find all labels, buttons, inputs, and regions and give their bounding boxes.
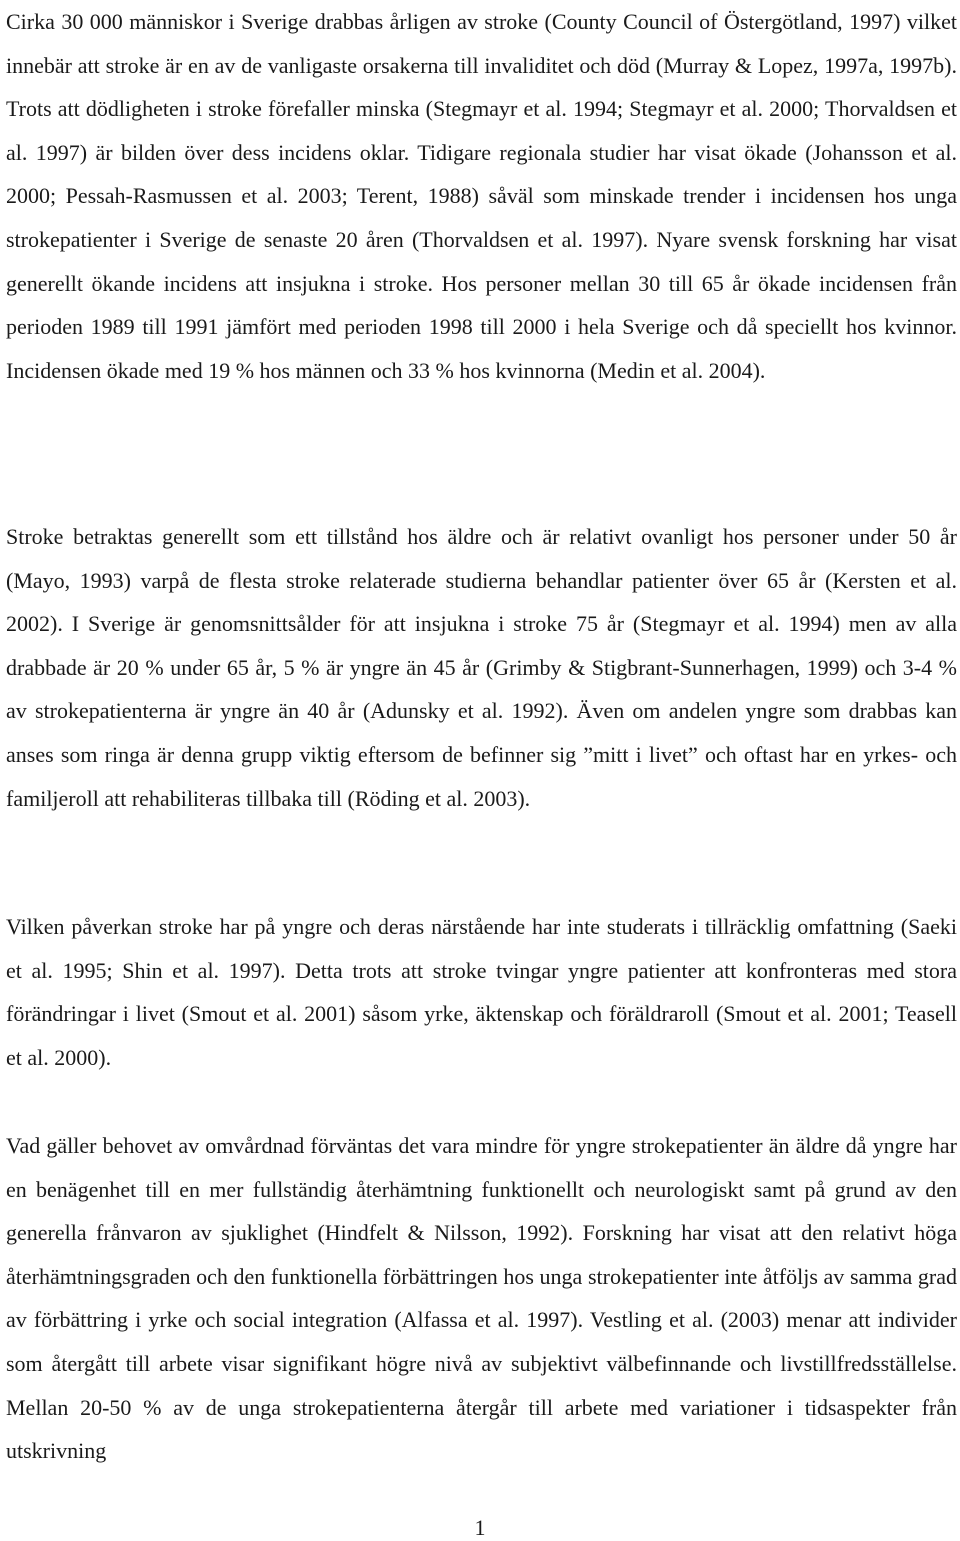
paragraph-nursing-needs: Vad gäller behovet av omvårdnad förväntas det vara mindre för yngre strokepatienter än äldre då yngre har en benägenhet till en mer fullständig återhämtning funktionellt och neurologiskt samt på grund av den generella frånvaron av sjuklighet (Hindfelt & Nilsson, 1992). Forskning har visat att den relativt höga återhämtningsgraden och den funktionella förbättringen hos unga strokepatienter inte åtföljs av samma grad av förbättring i yrke och social integration (Alfassa et al. 1997). Vestling et al. (2003) menar att individer som återgått till arbete visar signifikant högre nivå av subjektivt välbefinnande och livstillfredsställelse. Mellan 20-50 % av de unga strokepatienterna återgår till arbete med variationer i tidsaspekter från utskrivning <box>6 1133 957 1464</box>
paragraph-stroke-age: Stroke betraktas generellt som ett tillstånd hos äldre och är relativt ovanligt hos personer under 50 år (Mayo, 1993) varpå de flesta stroke relaterade studierna behandlar patienter över 65 år (Kersten et al. 2002). I Sverige är genomsnittsålder för att insjukna i stroke 75 år (Stegmayr et al. 1994) men av alla drabbade är 20 % under 65 år, 5 % är yngre än 45 år (Grimby & Stigbrant-Sunnerhagen, 1999) och 3-4 % av strokepatienterna är yngre än 40 år (Adunsky et al. 1992). Även om andelen yngre som drabbas kan anses som ringa är denna grupp viktig eftersom de befinner sig ”mitt i livet” och oftast har en yrkes- och familjeroll att rehabiliteras tillbaka till (Röding et al. 2003). <box>6 524 957 811</box>
paragraph-stroke-incidence: Cirka 30 000 människor i Sverige drabbas årligen av stroke (County Council of Östergötland, 1997) vilket innebär att stroke är en av de vanligaste orsakerna till invaliditet och död (Murray & Lopez, 1997a, 1997b). Trots att dödligheten i stroke förefaller minska (Stegmayr et al. 1994; Stegmayr et al. 2000; Thorvaldsen et al. 1997) är bilden över dess incidens oklar. Tidigare regionala studier har visat ökade (Johansson et al. 2000; Pessah-Rasmussen et al. 2003; Terent, 1988) såväl som minskade trender i incidensen hos unga strokepatienter i Sverige de senaste 20 åren (Thorvaldsen et al. 1997). Nyare svensk forskning har visat generellt ökande incidens att insjukna i stroke. Hos personer mellan 30 till 65 år ökade incidensen från perioden 1989 till 1991 jämfört med perioden 1998 till 2000 i hela Sverige och då speciellt hos kvinnor. Incidensen ökade med 19 % hos männen och 33 % hos kvinnorna (Medin et al. 2004). <box>6 9 957 383</box>
page-number: 1 <box>474 1515 486 1540</box>
paragraph-stroke-impact: Vilken påverkan stroke har på yngre och deras närstående har inte studerats i tillräcklig omfattning (Saeki et al. 1995; Shin et al. 1997). Detta trots att stroke tvingar yngre patienter att konfronteras med stora förändringar i livet (Smout et al. 2001) såsom yrke, äktenskap och föräldraroll (Smout et al. 2001; Teasell et al. 2000). <box>6 914 957 1070</box>
